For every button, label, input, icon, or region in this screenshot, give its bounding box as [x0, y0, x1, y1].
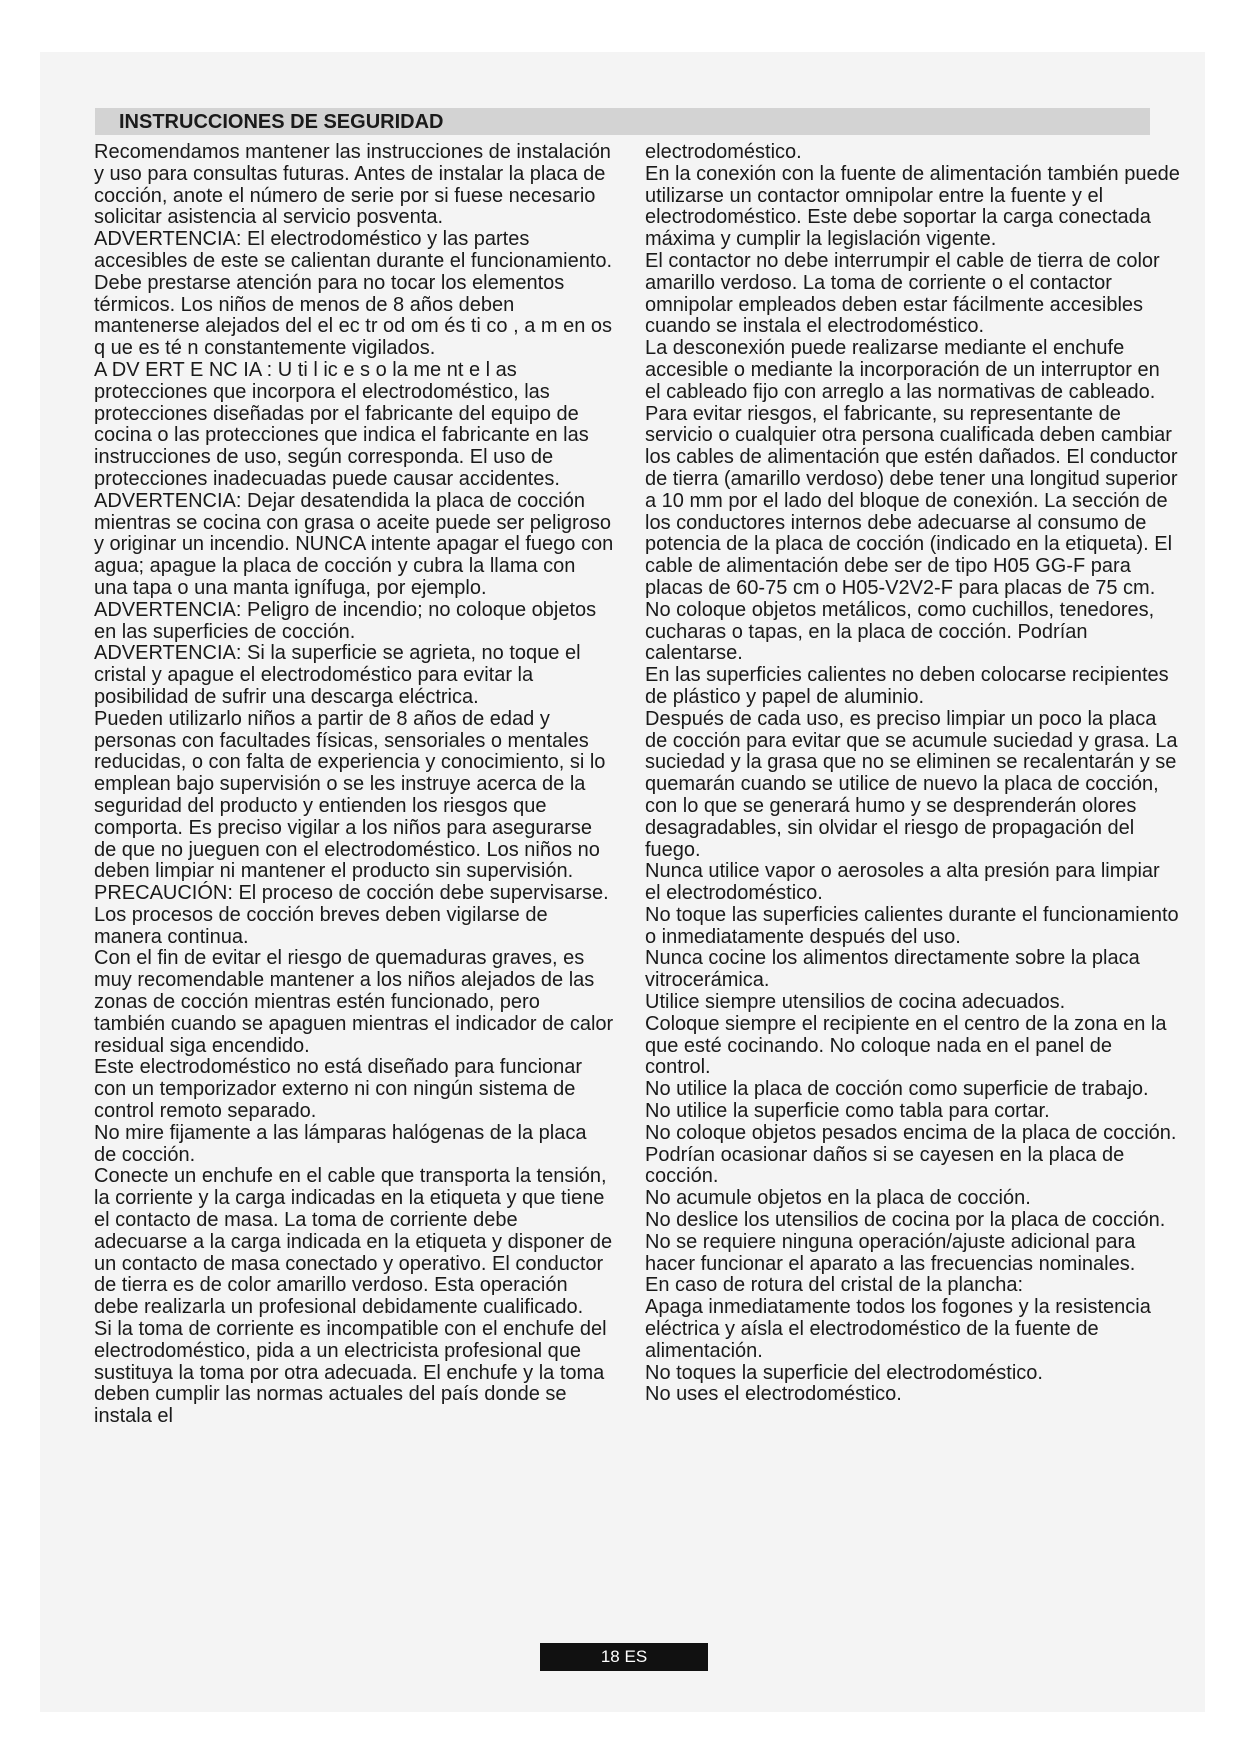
paragraph: No uses el electrodoméstico.: [645, 1383, 902, 1406]
paragraph: No se requiere ninguna operación/ajuste adicional para hacer funcionar el aparato a las frecuencias nominales.: [645, 1230, 1136, 1275]
paragraph: En caso de rotura del cristal de la plancha:: [645, 1274, 1023, 1297]
paragraph: Apaga inmediatamente todos los fogones y la resistencia eléctrica y aísla el electrodoméstico de la fuente de alimentación.: [645, 1296, 1151, 1362]
paragraph: ADVERTENCIA: Peligro de incendio; no coloque objetos en las superficies de cocción.: [94, 598, 597, 643]
paragraph: ADVERTENCIA: Dejar desatendida la placa de cocción mientras se cocina con grasa o aceite puede ser peligroso y originar un incendio. NUNCA intente apagar el fuego con agua; apague la placa de cocción y cubra la llama con una tapa o una manta ignífuga, por ejemplo.: [94, 489, 614, 599]
paragraph: electrodoméstico.: [645, 141, 802, 163]
paragraph: No utilice la placa de cocción como superficie de trabajo.: [645, 1078, 1149, 1101]
paragraph: Este electrodoméstico no está diseñado para funcionar con un temporizador externo ni con ningún sistema de control remoto separado.: [94, 1056, 583, 1123]
paragraph: En las superficies calientes no deben colocarse recipientes de plástico y papel de aluminio.: [645, 664, 1169, 708]
paragraph: Nunca cocine los alimentos directamente sobre la placa vitrocerámica.: [645, 947, 1140, 992]
section-header: [95, 108, 1150, 135]
page-number: 18 ES: [540, 1643, 708, 1671]
paragraph: Coloque siempre el recipiente en el centro de la zona en la que esté cocinando. No coloque nada en el panel de control.: [645, 1012, 1167, 1079]
right-column: [645, 142, 1180, 1406]
section-title: INSTRUCCIONES DE SEGURIDAD: [119, 111, 444, 133]
paragraph: Recomendamos mantener las instrucciones de instalación y uso para consultas futuras. Antes de instalar la placa de cocción, anote el número de serie por si fuese necesario solicitar asistencia al servicio posventa.: [94, 141, 611, 229]
paragraph: En la conexión con la fuente de alimentación también puede utilizarse un contactor omnipolar entre la fuente y el electrodoméstico. Este debe soportar la carga conectada máxima y cumplir la legislación vigente.: [645, 162, 1180, 251]
paragraph: PRECAUCIÓN: El proceso de cocción debe supervisarse. Los procesos de cocción breves deben vigilarse de manera continua.: [94, 882, 609, 948]
paragraph: No coloque objetos metálicos, como cuchillos, tenedores, cucharas o tapas, en la placa de cocción. Podrían calentarse.: [645, 598, 1155, 665]
paragraph: ADVERTENCIA: Si la superficie se agrieta, no toque el cristal y apague el electrodoméstico para evitar la posibilidad de sufrir una descarga eléctrica.: [94, 642, 581, 708]
paragraph: No toque las superficies calientes durante el funcionamiento o inmediatamente después del uso.: [645, 903, 1179, 948]
paragraph: A DV ERT E NC IA : U ti l ic e s o la me nt e l as protecciones que incorpora el electrodoméstico, las protecciones diseñadas por el fabricante del equipo de cocina o las protecciones que indica el fabricante en las instrucciones de uso, según corresponda. El uso de protecciones inadecuadas puede causar accidentes.: [94, 358, 589, 490]
paragraph: Nunca utilice vapor o aerosoles a alta presión para limpiar el electrodoméstico.: [645, 860, 1160, 905]
left-column: [94, 142, 614, 1428]
paragraph: No coloque objetos pesados encima de la placa de cocción. Podrían ocasionar daños si se cayesen en la placa de cocción.: [645, 1121, 1177, 1188]
paragraph: ADVERTENCIA: El electrodoméstico y las partes accesibles de este se calientan durante el funcionamiento. Debe prestarse atención para no tocar los elementos térmicos. Los niños de menos de 8 años deben mantenerse alejados del el ec tr od om és ti co , a m en os q ue es té n constantemente vigilados.: [94, 228, 613, 360]
paragraph: Utilice siempre utensilios de cocina adecuados.: [645, 991, 1066, 1014]
paragraph: No toques la superficie del electrodoméstico.: [645, 1361, 1043, 1384]
paragraph: El contactor no debe interrumpir el cable de tierra de color amarillo verdoso. La toma de corriente o el contactor omnipolar empleados deben estar fácilmente accesibles cuando se instala el electrodoméstico.: [645, 249, 1160, 338]
paragraph: Con el fin de evitar el riesgo de quemaduras graves, es muy recomendable mantener a los niños alejados de las zonas de cocción mientras estén funcionado, pero también cuando se apaguen mientras el indicador de calor residual siga encendido.: [94, 947, 614, 1057]
paragraph: No acumule objetos en la placa de cocción.: [645, 1187, 1031, 1210]
paragraph: No deslice los utensilios de cocina por la placa de cocción.: [645, 1209, 1166, 1232]
paragraph: Para evitar riesgos, el fabricante, su representante de servicio o cualquier otra persona cualificada deben cambiar los cables de alimentación que estén dañados. El conductor de tierra (amarillo verdoso) debe tener una longitud superior a 10 mm por el lado del bloque de conexión. La sección de los conductores internos debe adecuarse al consumo de potencia de la placa de cocción (indicado en la etiqueta). El cable de alimentación debe ser de tipo H05 GG-F para placas de 60-75 cm o H05-V2V2-F para placas de 75 cm.: [645, 402, 1178, 599]
paragraph: No utilice la superficie como tabla para cortar.: [645, 1100, 1050, 1123]
paragraph: Después de cada uso, es preciso limpiar un poco la placa de cocción para evitar que se acumule suciedad y grasa. La suciedad y la grasa que no se eliminen se recalentarán y se quemarán cuando se utilice de nuevo la placa de cocción, con lo que se generará humo y se desprenderán olores desagradables, sin olvidar el riesgo de propagación del fuego.: [645, 707, 1178, 861]
paragraph: Si la toma de corriente es incompatible con el enchufe del electrodoméstico, pida a un electricista profesional que sustituya la toma por otra adecuada. El enchufe y la toma deben cumplir las normas actuales del país donde se instala el: [94, 1318, 607, 1428]
paragraph: Pueden utilizarlo niños a partir de 8 años de edad y personas con facultades físicas, sensoriales o mentales reducidas, o con falta de experiencia y conocimiento, si lo emplean bajo supervisión o se les instruye acerca de la seguridad del producto y entienden los riesgos que comporta. Es preciso vigilar a los niños para asegurarse de que no jueguen con el electrodoméstico. Los niños no deben limpiar ni mantener el producto sin supervisión.: [94, 707, 606, 883]
paragraph: La desconexión puede realizarse mediante el enchufe accesible o mediante la incorporación de un interruptor en el cableado fijo con arreglo a las normativas de cableado.: [645, 337, 1160, 403]
paragraph: No mire fijamente a las lámparas halógenas de la placa de cocción.: [94, 1121, 587, 1166]
paragraph: Conecte un enchufe en el cable que transporta la tensión, la corriente y la carga indicadas en la etiqueta y que tiene el contacto de masa. La toma de corriente debe adecuarse a la carga indicada en la etiqueta y disponer de un contacto de masa conectado y operativo. El conductor de tierra es de color amarillo verdoso. Esta operación debe realizarla un profesional debidamente cualificado.: [94, 1165, 613, 1319]
